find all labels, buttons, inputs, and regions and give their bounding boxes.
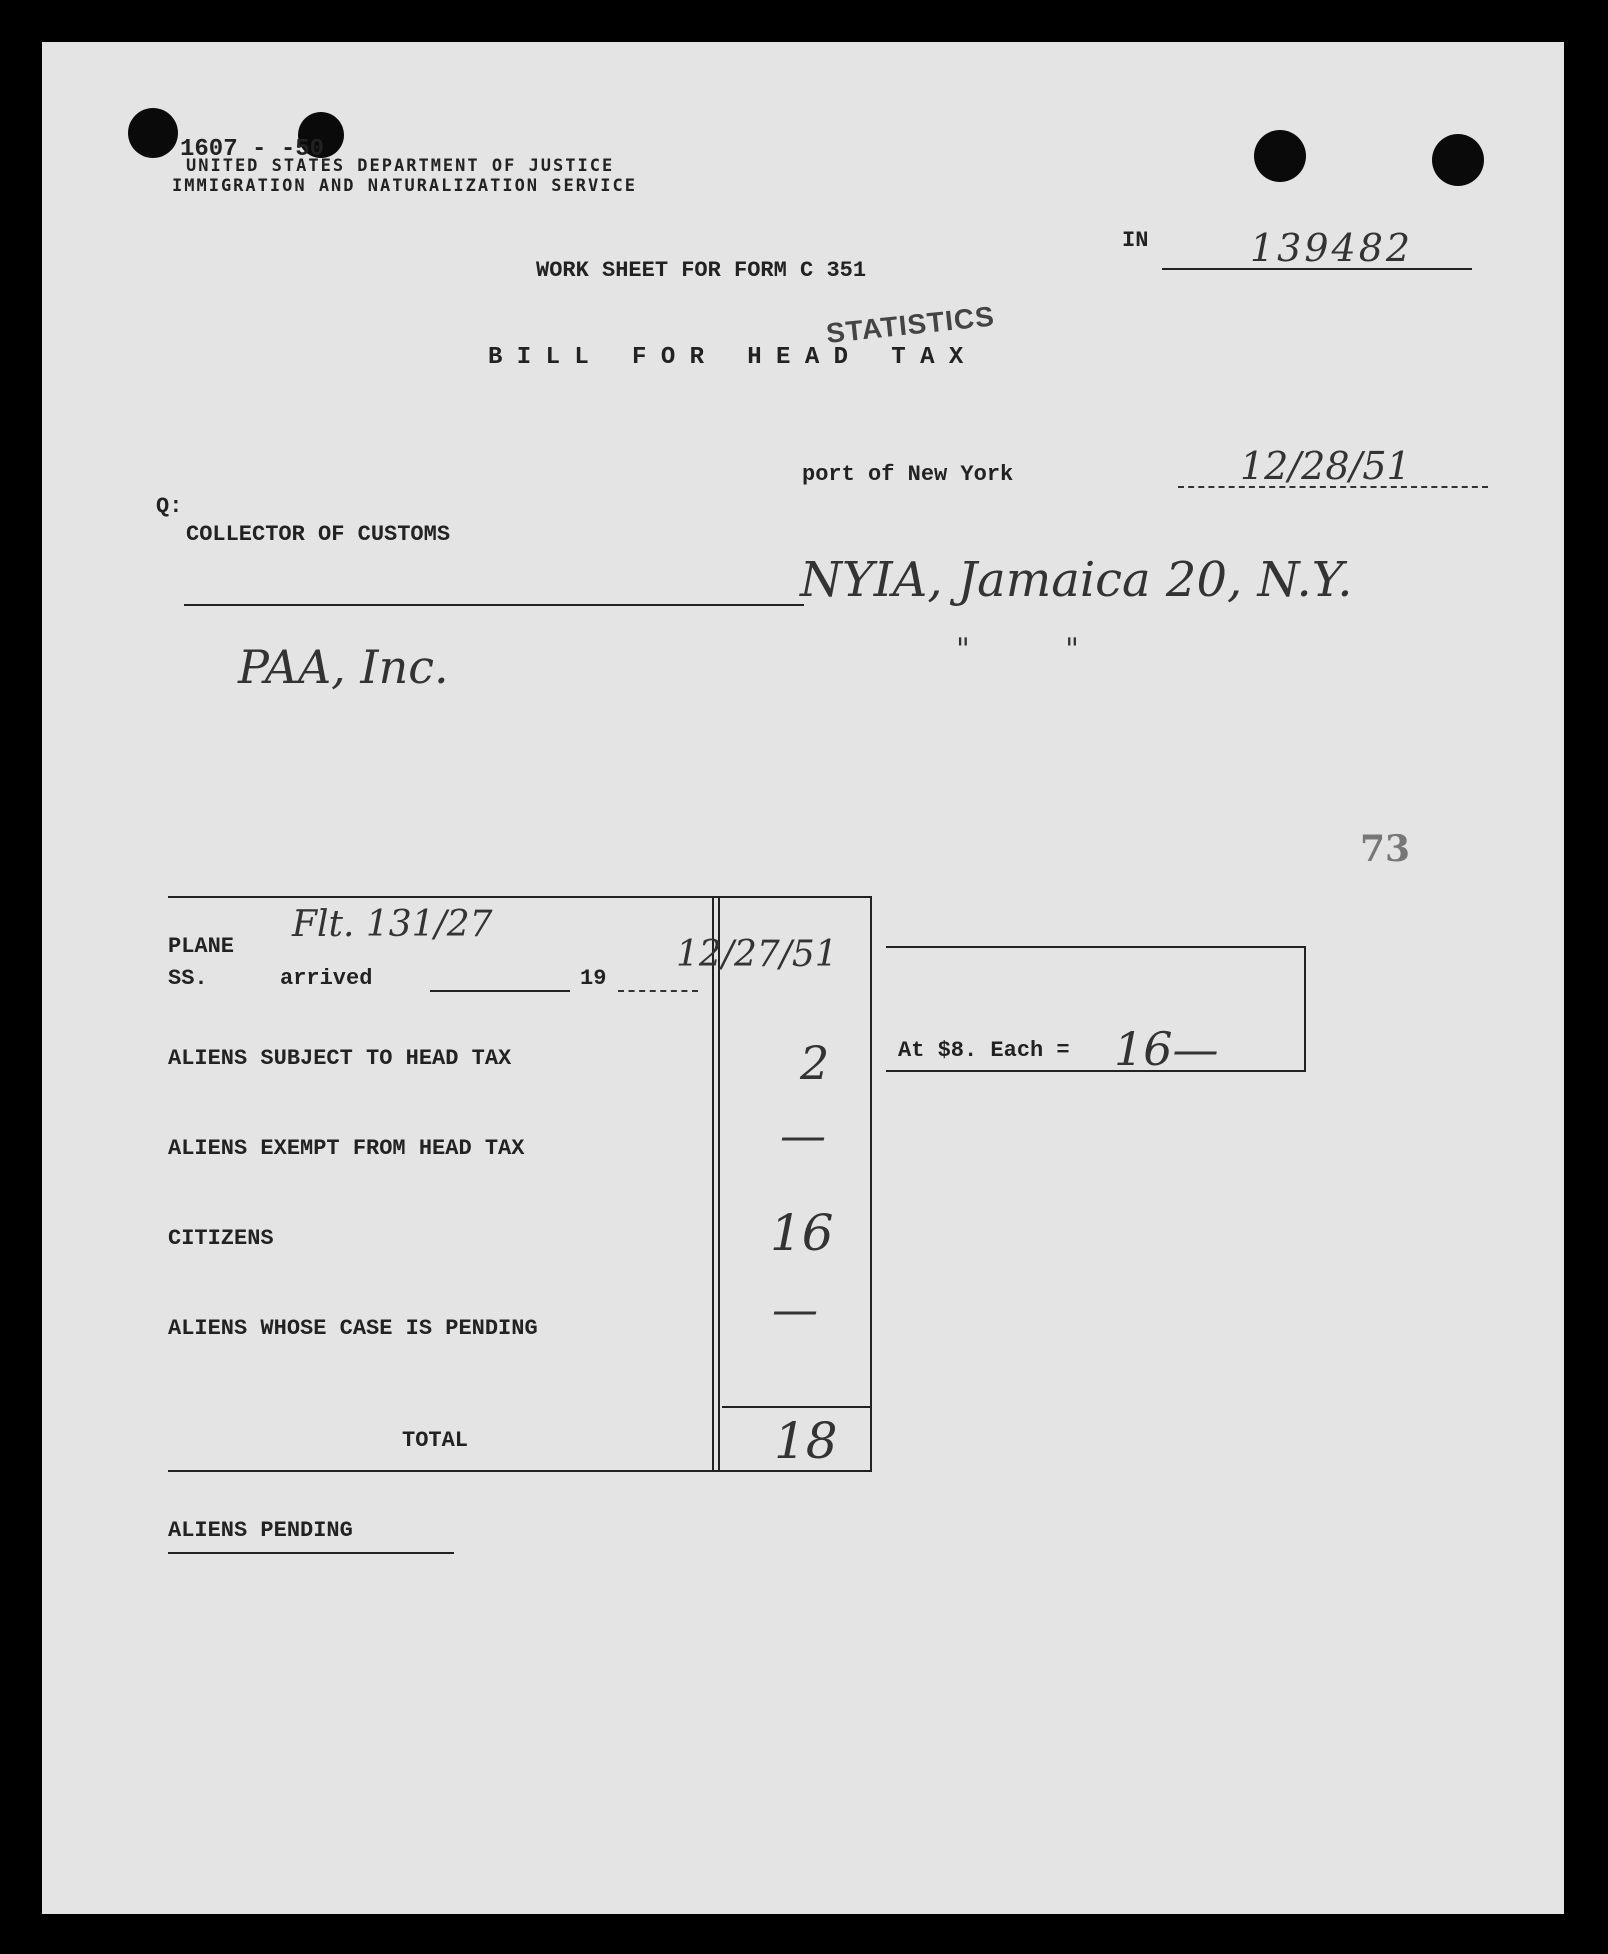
punch-hole-left <box>128 108 178 158</box>
in-label: IN <box>1122 228 1149 253</box>
port-date-line <box>1178 486 1488 488</box>
address-line <box>184 604 804 606</box>
table-top-rule <box>168 896 872 898</box>
form-code: 1607 - -50 <box>180 136 325 163</box>
total-value: 18 <box>774 1412 838 1470</box>
ditto-marks: " " <box>956 632 1079 667</box>
in-number-line <box>1162 268 1472 270</box>
carrier-handwritten: PAA, Inc. <box>238 640 449 694</box>
to-label: Q: <box>156 494 183 519</box>
statistics-stamp: STATISTICS <box>824 300 997 350</box>
row-value-citizens: 16 <box>770 1204 834 1262</box>
tax-rate-label: At $8. Each = <box>898 1038 1070 1063</box>
row-value-subject-to-tax: 2 <box>800 1036 830 1090</box>
total-label: TOTAL <box>402 1428 469 1453</box>
row-value-exempt-from-tax: — <box>780 1108 826 1162</box>
table-divider-left <box>712 898 714 1472</box>
row-value-pending-case: — <box>772 1282 818 1336</box>
in-number: 139482 <box>1250 226 1414 270</box>
aliens-pending-line <box>168 1552 454 1554</box>
year-line <box>618 990 698 992</box>
document-page <box>42 42 1564 1914</box>
year-prefix: 19 <box>580 966 607 991</box>
bill-title: B I L L F O R H E A D T A X <box>488 344 964 371</box>
arrived-label: arrived <box>280 966 373 991</box>
tax-box-top <box>886 946 1306 948</box>
agency-line-1: UNITED STATES DEPARTMENT OF JUSTICE <box>186 156 615 176</box>
row-label-subject-to-tax: ALIENS SUBJECT TO HEAD TAX <box>168 1046 512 1071</box>
arrival-date-handwritten: 12/27/51 <box>676 934 838 975</box>
aliens-pending-label: ALIENS PENDING <box>168 1518 353 1543</box>
row-label-citizens: CITIZENS <box>168 1226 274 1251</box>
tax-box-right <box>1304 946 1306 1072</box>
agency-line-2: IMMIGRATION AND NATURALIZATION SERVICE <box>172 176 637 196</box>
table-total-rule <box>722 1406 870 1408</box>
address-handwritten: NYIA, Jamaica 20, N.Y. <box>800 552 1353 608</box>
worksheet-title: WORK SHEET FOR FORM C 351 <box>536 258 867 283</box>
table-divider-inner <box>718 898 720 1472</box>
ss-label: SS. <box>168 966 208 991</box>
flight-handwritten: Flt. 131/27 <box>292 904 493 945</box>
collector-label: COLLECTOR OF CUSTOMS <box>186 522 451 547</box>
table-bottom-rule <box>168 1470 872 1472</box>
row-label-exempt-from-tax: ALIENS EXEMPT FROM HEAD TAX <box>168 1136 525 1161</box>
punch-hole-right-2 <box>1432 134 1484 186</box>
table-right-edge <box>870 898 872 1472</box>
punch-hole-right-1 <box>1254 130 1306 182</box>
page-number: 73 <box>1360 828 1411 870</box>
plane-label: PLANE <box>168 934 235 959</box>
tax-box-bottom <box>886 1070 1306 1072</box>
arrived-line <box>430 990 570 992</box>
tax-amount: 16— <box>1114 1022 1219 1076</box>
port-label: port of New York <box>802 462 1014 487</box>
row-label-pending-case: ALIENS WHOSE CASE IS PENDING <box>168 1316 538 1341</box>
port-date: 12/28/51 <box>1240 444 1411 488</box>
